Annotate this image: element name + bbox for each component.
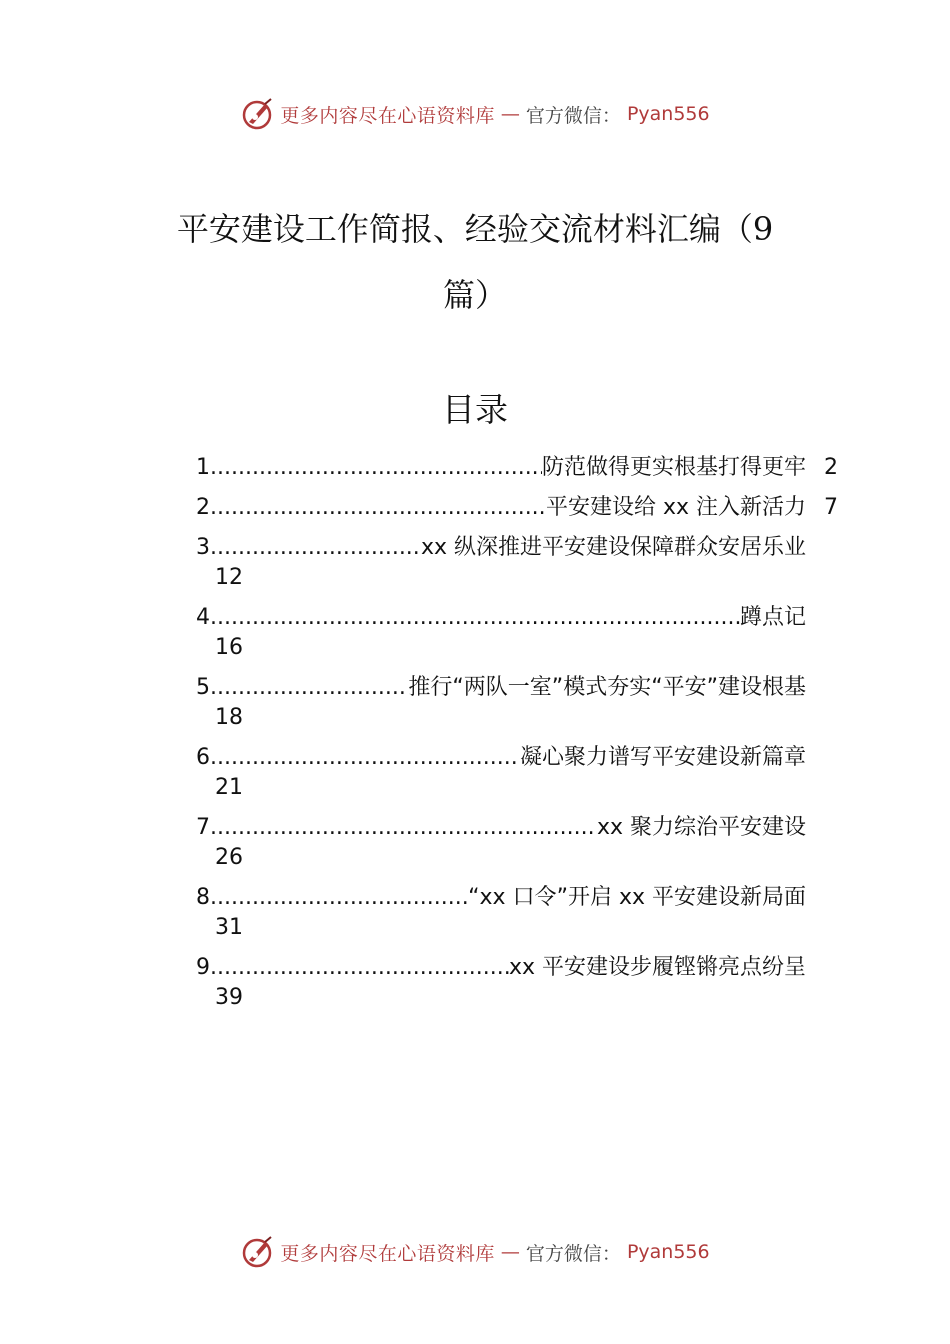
toc-entry-page: 26 bbox=[215, 845, 243, 870]
toc-leader-dots bbox=[210, 492, 546, 524]
watermark-text: 更多内容尽在心语资料库 bbox=[280, 104, 495, 127]
watermark-separator: — bbox=[500, 1241, 520, 1263]
toc-entry-number: 6 bbox=[196, 745, 210, 770]
toc-entry-4[interactable] bbox=[196, 602, 846, 672]
watermark-separator: — bbox=[500, 103, 520, 125]
toc-entry-number: 5 bbox=[196, 675, 210, 700]
toc-entry-number: 1 bbox=[196, 455, 210, 480]
toc-entry-number: 7 bbox=[196, 815, 210, 840]
toc-entry-page: 12 bbox=[215, 565, 243, 590]
quill-logo-icon bbox=[240, 1235, 274, 1269]
toc-heading: 目录 bbox=[442, 390, 508, 429]
toc-leader-dots bbox=[210, 452, 542, 484]
watermark-wechat-id: Pyan556 bbox=[626, 103, 710, 125]
watermark-wechat-id: Pyan556 bbox=[626, 1241, 710, 1263]
toc-entry-3[interactable] bbox=[196, 532, 846, 602]
quill-logo-icon bbox=[240, 97, 274, 131]
toc-entry-6[interactable] bbox=[196, 742, 846, 812]
toc-entry-1[interactable] bbox=[196, 452, 846, 492]
toc-entry-title: 推行“两队一室”模式夯实“平安”建设根基 bbox=[408, 675, 806, 700]
toc-entry-title: 防范做得更实根基打得更牢 bbox=[541, 455, 806, 480]
toc-entry-title: xx 平安建设步履铿锵亮点纷呈 bbox=[508, 955, 806, 980]
toc-entry-7[interactable] bbox=[196, 812, 846, 882]
toc-entry-page: 16 bbox=[215, 635, 243, 660]
toc-leader-dots bbox=[210, 602, 740, 634]
toc-entry-page: 2 bbox=[824, 455, 838, 480]
toc-leader-dots bbox=[210, 882, 468, 914]
toc-entry-page: 21 bbox=[215, 775, 243, 800]
toc-leader-dots bbox=[210, 742, 520, 774]
toc-entry-9[interactable] bbox=[196, 952, 846, 1022]
toc-leader-dots bbox=[210, 532, 421, 564]
toc-entry-title: 平安建设给 xx 注入新活力 bbox=[545, 495, 806, 520]
document-title bbox=[140, 196, 810, 328]
toc-entry-number: 4 bbox=[196, 605, 210, 630]
toc-entry-page: 31 bbox=[215, 915, 243, 940]
toc-entry-title: xx 纵深推进平安建设保障群众安居乐业 bbox=[420, 535, 806, 560]
toc-leader-dots bbox=[210, 952, 509, 984]
watermark-text: 更多内容尽在心语资料库 bbox=[280, 1242, 495, 1265]
toc-entry-number: 2 bbox=[196, 495, 210, 520]
toc-entry-number: 9 bbox=[196, 955, 210, 980]
toc-entry-page: 7 bbox=[824, 495, 838, 520]
toc-entry-title: xx 聚力综治平安建设 bbox=[596, 815, 806, 840]
toc-leader-dots bbox=[210, 672, 408, 704]
toc-leader-dots bbox=[210, 812, 597, 844]
title-line-2: 篇） bbox=[442, 276, 507, 314]
toc-entry-number: 3 bbox=[196, 535, 210, 560]
watermark-wechat-label: 官方微信： bbox=[525, 1242, 621, 1265]
toc-entry-page: 18 bbox=[215, 705, 243, 730]
toc-entry-title: 蹲点记 bbox=[739, 605, 806, 630]
toc-entry-2[interactable] bbox=[196, 492, 846, 532]
table-of-contents bbox=[196, 452, 846, 1022]
toc-entry-page: 39 bbox=[215, 985, 243, 1010]
watermark-wechat-label: 官方微信： bbox=[525, 104, 621, 127]
toc-entry-8[interactable] bbox=[196, 882, 846, 952]
title-line-1: 平安建设工作简报、经验交流材料汇编（9 bbox=[176, 210, 774, 248]
toc-entry-title: 凝心聚力谱写平安建设新篇章 bbox=[519, 745, 806, 770]
footer-watermark bbox=[0, 1232, 950, 1272]
toc-entry-number: 8 bbox=[196, 885, 210, 910]
toc-entry-title: “xx 口令”开启 xx 平安建设新局面 bbox=[468, 885, 806, 910]
toc-entry-5[interactable] bbox=[196, 672, 846, 742]
header-watermark bbox=[0, 94, 950, 134]
